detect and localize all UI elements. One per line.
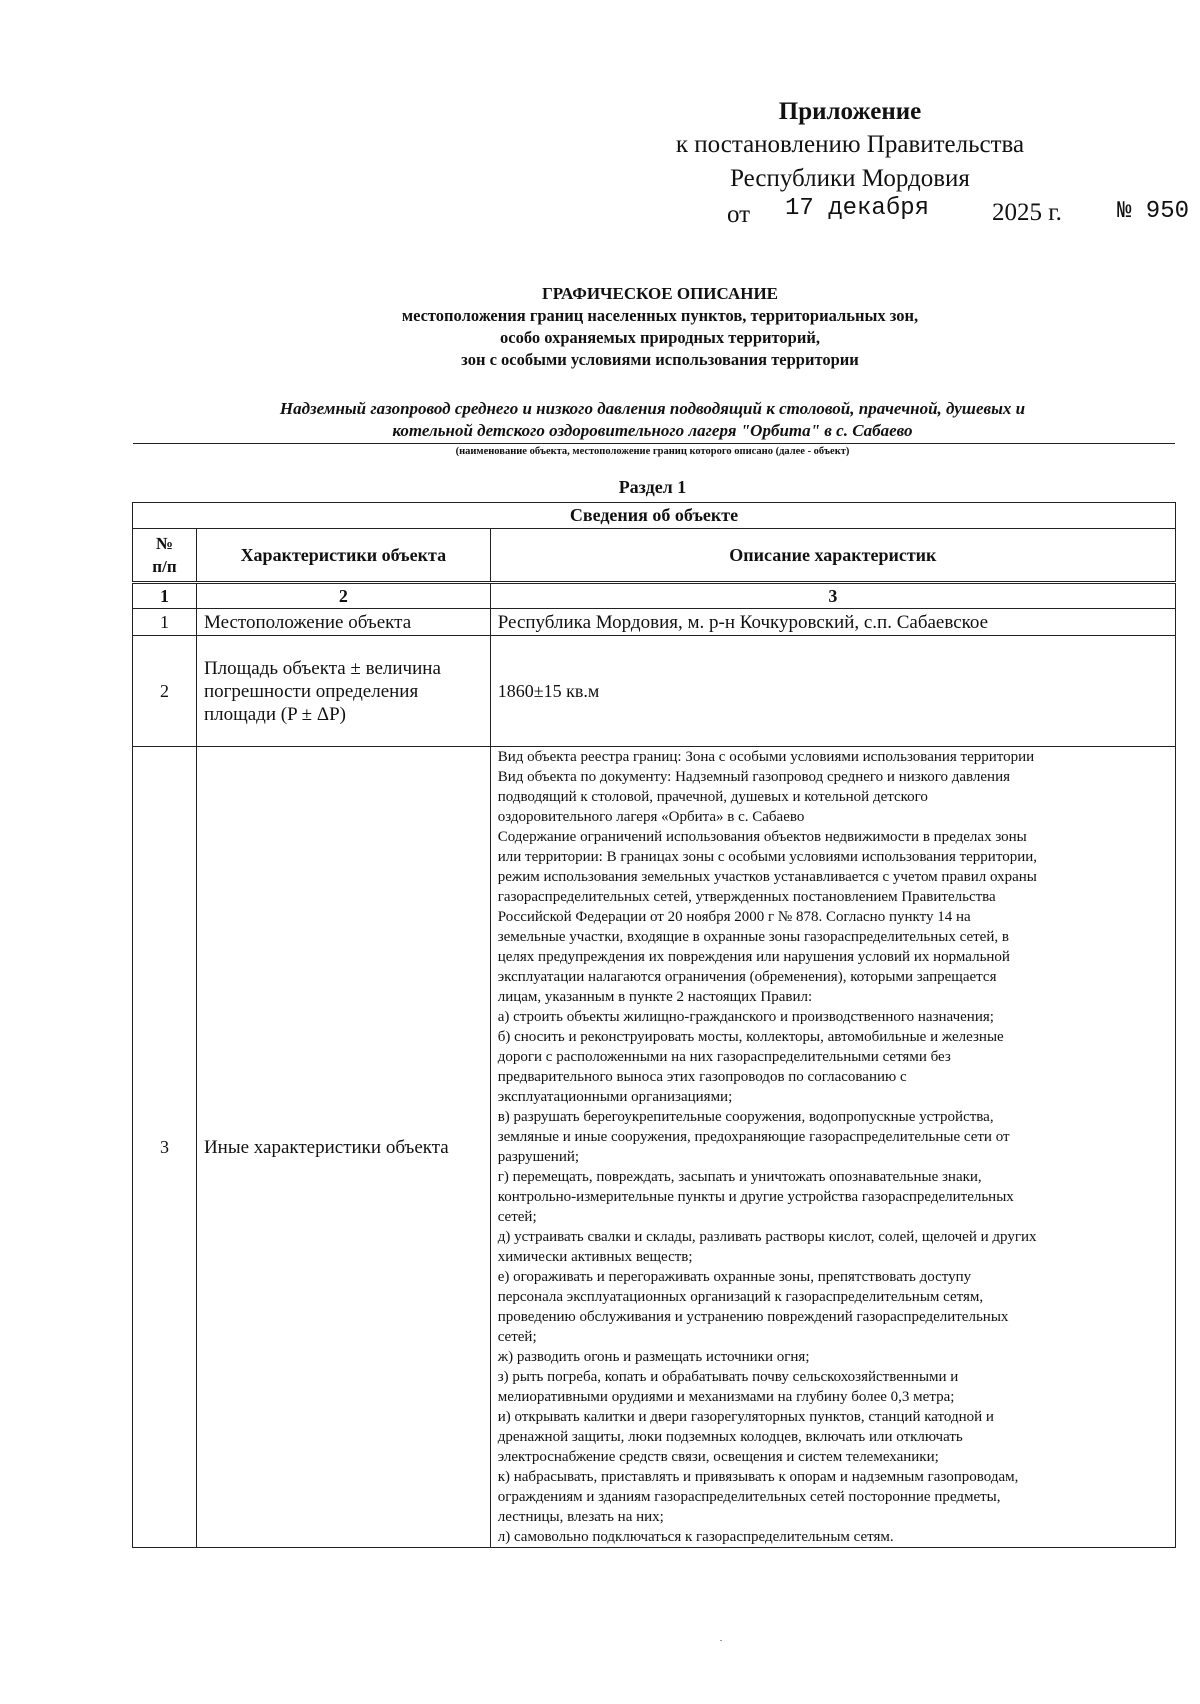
document-number: № 950 bbox=[1117, 198, 1190, 225]
appendix-line-2: Республики Мордовия bbox=[730, 165, 970, 192]
object-name-line-1: Надземный газопровод среднего и низкого давления подводящий к столовой, прачечной, душевых и bbox=[279, 399, 1026, 418]
table-row bbox=[133, 609, 1176, 636]
description-line: дренажной защиты, люки подземных колодцев, включать или отключать bbox=[497, 1429, 963, 1445]
description-line: разрушений; bbox=[497, 1149, 580, 1165]
description-line: сетей; bbox=[497, 1329, 537, 1345]
date-prefix: от bbox=[727, 201, 751, 228]
appendix-title: Приложение bbox=[778, 98, 922, 125]
description-line: химически активных веществ; bbox=[497, 1249, 693, 1265]
heading-title: ГРАФИЧЕСКОЕ ОПИСАНИЕ bbox=[541, 284, 779, 303]
appendix-block bbox=[640, 96, 1060, 196]
date-day: 17 декабря bbox=[785, 195, 930, 222]
heading-line-2: особо охраняемых природных территорий, bbox=[500, 328, 820, 347]
description-line: в) разрушать берегоукрепительные сооружения, водопропускные устройства, bbox=[497, 1109, 994, 1125]
row-characteristic: Иные характеристики объекта bbox=[196, 747, 490, 1548]
description-line: эксплуатационными организациями; bbox=[497, 1089, 733, 1105]
row-description: Республика Мордовия, м. р-н Кочкуровский, с.п. Сабаевское bbox=[490, 609, 1175, 636]
document-heading bbox=[130, 283, 1190, 371]
table-header-row bbox=[133, 529, 1176, 583]
description-line: подводящий к столовой, прачечной, душевых и котельной детского bbox=[497, 789, 928, 805]
description-line: Вид объекта по документу: Надземный газопровод среднего и низкого давления bbox=[497, 769, 1010, 785]
description-line: д) устраивать свалки и склады, разливать растворы кислот, солей, щелочей и других bbox=[497, 1229, 1037, 1245]
index-cell: 3 bbox=[490, 583, 1175, 609]
description-line: дороги с расположенными на них газораспределительными сетями без bbox=[497, 1049, 951, 1065]
table-index-row bbox=[133, 583, 1176, 609]
appendix-line-1: к постановлению Правительства bbox=[675, 131, 1025, 158]
header-characteristics: Характеристики объекта bbox=[196, 529, 490, 583]
description-line: Содержание ограничений использования объектов недвижимости в пределах зоны bbox=[497, 829, 1027, 845]
description-line: ж) разводить огонь и размещать источники огня; bbox=[497, 1349, 810, 1365]
row-number: 3 bbox=[133, 747, 197, 1548]
description-line: контрольно-измерительные пункты и другие устройства газораспределительных bbox=[497, 1189, 1014, 1205]
index-cell: 2 bbox=[196, 583, 490, 609]
description-line: или территории: В границах зоны с особыми условиями использования территории, bbox=[497, 849, 1037, 865]
description-line: эксплуатации налагаются ограничения (обременения), которыми запрещается bbox=[497, 969, 997, 985]
description-line: лестницы, влезать на них; bbox=[497, 1509, 664, 1525]
description-line: сетей; bbox=[497, 1209, 537, 1225]
description-line: е) огораживать и перегораживать охранные зоны, препятствовать доступу bbox=[497, 1269, 972, 1285]
scan-speck bbox=[720, 1640, 722, 1641]
table-title: Сведения об объекте bbox=[133, 503, 1176, 529]
object-name bbox=[130, 398, 1175, 442]
row-description-long bbox=[490, 747, 1175, 1548]
description-line: проведению обслуживания и устранению повреждений газораспределительных bbox=[497, 1309, 1009, 1325]
description-line: а) строить объекты жилищно-гражданского и производственного назначения; bbox=[497, 1009, 994, 1025]
description-line: оздоровительного лагеря «Орбита» в с. Сабаево bbox=[497, 809, 805, 825]
description-line: з) рыть погреба, копать и обрабатывать почву сельскохозяйственными и bbox=[497, 1369, 959, 1385]
object-caption: (наименование объекта, местоположение границ которого описано (далее - объект) bbox=[455, 446, 850, 457]
object-name-line-2: котельной детского оздоровительного лагеря "Орбита" в с. Сабаево bbox=[392, 421, 913, 440]
header-description: Описание характеристик bbox=[490, 529, 1175, 583]
section-title: Раздел 1 bbox=[618, 477, 687, 497]
row-description: 1860±15 кв.м bbox=[490, 636, 1175, 747]
heading-line-1: местоположения границ населенных пунктов, территориальных зон, bbox=[401, 306, 919, 325]
description-line: земельные участки, входящие в охранные зоны газораспределительных сетей, в bbox=[497, 929, 1009, 945]
description-line: Российской Федерации от 20 ноября 2000 г № 878. Согласно пункту 14 на bbox=[497, 909, 971, 925]
row-number: 2 bbox=[133, 636, 197, 747]
table-row bbox=[133, 636, 1176, 747]
object-info-table bbox=[132, 502, 1176, 1548]
index-cell: 1 bbox=[133, 583, 197, 609]
description-line: и) открывать калитки и двери газорегуляторных пунктов, станций катодной и bbox=[497, 1409, 994, 1425]
description-line: г) перемещать, повреждать, засыпать и уничтожать опознавательные знаки, bbox=[497, 1169, 982, 1185]
row-number: 1 bbox=[133, 609, 197, 636]
table-row bbox=[133, 747, 1176, 1548]
table-title-row bbox=[133, 503, 1176, 529]
description-line: газораспределительных сетей, утвержденных постановлением Правительства bbox=[497, 889, 996, 905]
description-line: б) сносить и реконструировать мосты, коллекторы, автомобильные и железные bbox=[497, 1029, 1004, 1045]
description-line: ограждениям и зданиям газораспределительных сетей посторонние предметы, bbox=[497, 1489, 1001, 1505]
description-line: к) набрасывать, приставлять и привязывать к опорам и надземным газопроводам, bbox=[497, 1469, 1019, 1485]
description-line: предварительного выноса этих газопроводов по согласованию с bbox=[497, 1069, 907, 1085]
date-year: 2025 г. bbox=[992, 199, 1062, 226]
header-number: № п/п bbox=[133, 529, 197, 583]
object-underline bbox=[133, 443, 1175, 444]
heading-line-3: зон с особыми условиями использования территории bbox=[461, 350, 859, 369]
description-line: целях предупреждения их повреждения или нарушения условий их нормальной bbox=[497, 949, 1010, 965]
description-line: Вид объекта реестра границ: Зона с особыми условиями использования территории bbox=[497, 749, 1035, 765]
description-line: персонала эксплуатационных организаций к газораспределительным сетям, bbox=[497, 1289, 984, 1305]
description-line: л) самовольно подключаться к газораспределительным сетям. bbox=[497, 1529, 894, 1545]
description-line: режим использования земельных участков устанавливается с учетом правил охраны bbox=[497, 869, 1037, 885]
description-line: электроснабжение средств связи, освещения и систем телемеханики; bbox=[497, 1449, 939, 1465]
row-characteristic: Местоположение объекта bbox=[196, 609, 490, 636]
description-line: лицам, указанным в пункте 2 настоящих Правил: bbox=[497, 989, 813, 1005]
description-line: земляные и иные сооружения, предохраняющие газораспределительные сети от bbox=[497, 1129, 1010, 1145]
row-characteristic: Площадь объекта ± величина погрешности определения площади (P ± ΔP) bbox=[196, 636, 490, 747]
description-line: мелиоративными орудиями и механизмами на глубину более 0,3 метра; bbox=[497, 1389, 955, 1405]
